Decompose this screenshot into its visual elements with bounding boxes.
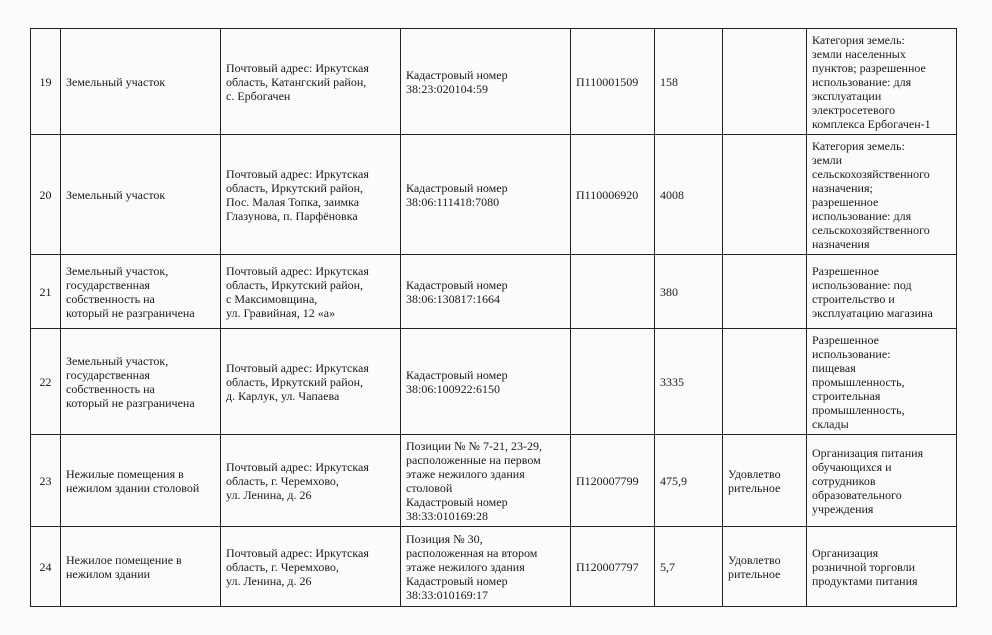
row-number: 23 — [31, 435, 61, 527]
object-condition: Удовлетво рительное — [723, 435, 807, 527]
object-address: Почтовый адрес: Иркутская область, Иркутский район, с Максимовщина, ул. Гравийная, 12 «а» — [221, 255, 401, 329]
table-row — [31, 435, 957, 527]
registry-code: П110006920 — [571, 135, 655, 255]
object-area: 3335 — [655, 329, 723, 435]
object-details: Кадастровый номер 38:06:100922:6150 — [401, 329, 571, 435]
row-number: 20 — [31, 135, 61, 255]
object-details: Кадастровый номер 38:23:020104:59 — [401, 29, 571, 135]
property-register-table — [30, 28, 957, 607]
row-number: 21 — [31, 255, 61, 329]
object-area: 380 — [655, 255, 723, 329]
object-condition — [723, 329, 807, 435]
table-row — [31, 29, 957, 135]
object-purpose: Категория земель: земли сельскохозяйственного назначения; разрешенное использование: для сельскохозяйственного назначения — [807, 135, 957, 255]
object-condition — [723, 135, 807, 255]
table-row — [31, 135, 957, 255]
object-purpose: Категория земель: земли населенных пунктов; разрешенное использование: для эксплуатации электросетевого комплекса Ербогачен-1 — [807, 29, 957, 135]
object-purpose: Организация питания обучающихся и сотрудников образовательного учреждения — [807, 435, 957, 527]
object-purpose: Организация розничной торговли продуктами питания — [807, 527, 957, 607]
object-area: 4008 — [655, 135, 723, 255]
registry-code — [571, 329, 655, 435]
object-area: 158 — [655, 29, 723, 135]
object-address: Почтовый адрес: Иркутская область, Катангский район, с. Ербогачен — [221, 29, 401, 135]
object-details: Кадастровый номер 38:06:130817:1664 — [401, 255, 571, 329]
object-address: Почтовый адрес: Иркутская область, Иркутский район, д. Карлук, ул. Чапаева — [221, 329, 401, 435]
registry-code: П120007797 — [571, 527, 655, 607]
registry-code — [571, 255, 655, 329]
object-name: Земельный участок — [61, 29, 221, 135]
object-address: Почтовый адрес: Иркутская область, Иркутский район, Пос. Малая Топка, заимка Глазунова, п. Парфёновка — [221, 135, 401, 255]
table-row — [31, 329, 957, 435]
registry-code: П110001509 — [571, 29, 655, 135]
row-number: 24 — [31, 527, 61, 607]
object-name: Нежилые помещения в нежилом здании столовой — [61, 435, 221, 527]
table-row — [31, 527, 957, 607]
row-number: 22 — [31, 329, 61, 435]
object-purpose: Разрешенное использование: под строительство и эксплуатацию магазина — [807, 255, 957, 329]
object-area: 475,9 — [655, 435, 723, 527]
object-address: Почтовый адрес: Иркутская область, г. Черемхово, ул. Ленина, д. 26 — [221, 527, 401, 607]
object-area: 5,7 — [655, 527, 723, 607]
object-name: Земельный участок, государственная собственность на который не разграничена — [61, 255, 221, 329]
row-number: 19 — [31, 29, 61, 135]
registry-code: П120007799 — [571, 435, 655, 527]
object-details: Позиции № № 7-21, 23-29, расположенные на первом этаже нежилого здания столовой Кадастровый номер 38:33:010169:28 — [401, 435, 571, 527]
object-details: Позиция № 30, расположенная на втором этаже нежилого здания Кадастровый номер 38:33:010169:17 — [401, 527, 571, 607]
object-details: Кадастровый номер 38:06:111418:7080 — [401, 135, 571, 255]
object-name: Земельный участок, государственная собственность на который не разграничена — [61, 329, 221, 435]
object-name: Земельный участок — [61, 135, 221, 255]
object-condition: Удовлетво рительное — [723, 527, 807, 607]
table-row — [31, 255, 957, 329]
object-address: Почтовый адрес: Иркутская область, г. Черемхово, ул. Ленина, д. 26 — [221, 435, 401, 527]
object-purpose: Разрешенное использование: пищевая промышленность, строительная промышленность, склады — [807, 329, 957, 435]
object-name: Нежилое помещение в нежилом здании — [61, 527, 221, 607]
object-condition — [723, 29, 807, 135]
object-condition — [723, 255, 807, 329]
